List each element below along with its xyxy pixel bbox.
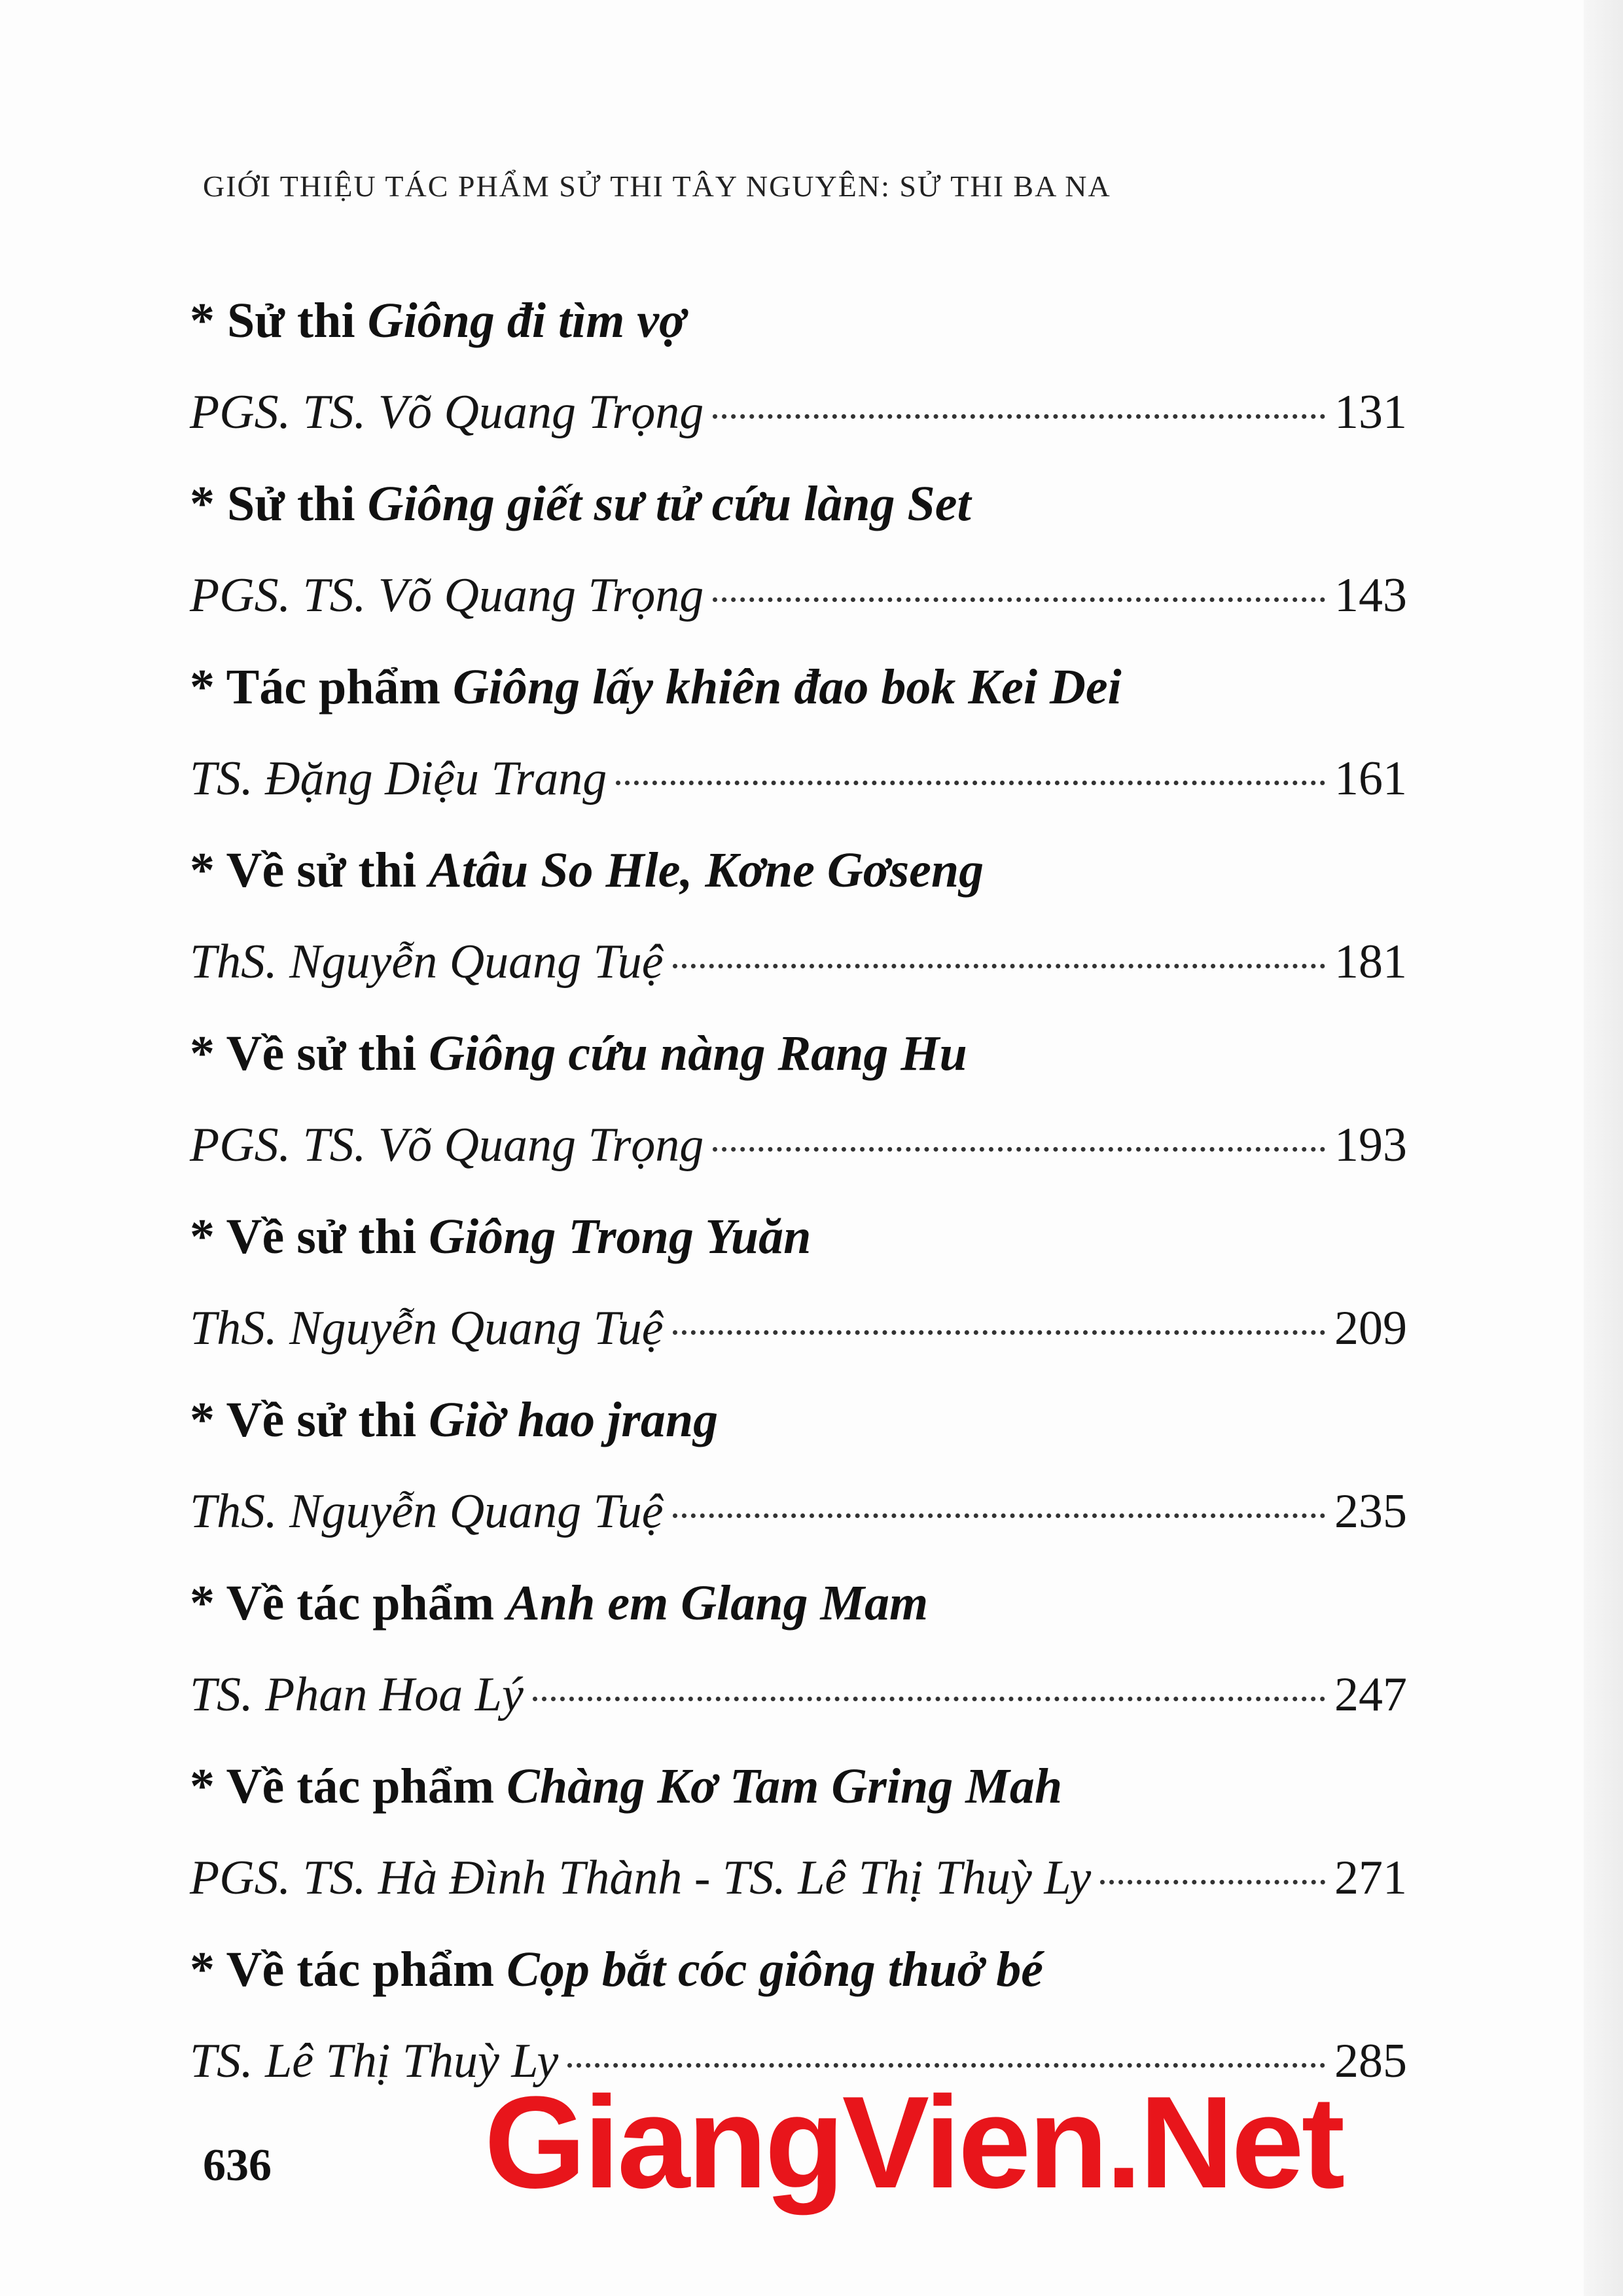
toc-entry [190, 838, 1407, 995]
toc-entry-page: 209 [1334, 1301, 1407, 1355]
toc-entry [190, 288, 1407, 445]
toc-entry-title [190, 838, 1407, 903]
toc-entry-title [190, 1754, 1407, 1819]
toc-entry-title [190, 471, 1407, 537]
toc-entry-prefix: * Về sử thi [190, 1026, 429, 1081]
dot-leader [673, 1513, 1325, 1518]
toc-entry-prefix: * Về sử thi [190, 1209, 429, 1264]
toc-entry [190, 1754, 1407, 1911]
toc-entry-prefix: * Về tác phẩm [190, 1576, 507, 1631]
toc-entry-title [190, 1937, 1407, 2002]
toc-entry-author-line [190, 1845, 1407, 1911]
toc-entry-prefix: * Tác phẩm [190, 660, 453, 715]
toc-entry-page: 193 [1334, 1118, 1407, 1172]
toc-entry-page: 181 [1334, 935, 1407, 989]
watermark-text: GiangVien.Net [484, 2070, 1343, 2216]
toc-entry-work: Cọp bắt cóc giông thuở bé [507, 1942, 1043, 1997]
dot-leader [1100, 1880, 1325, 1884]
toc-entry-prefix: * Về tác phẩm [190, 1759, 507, 1814]
toc-entry-page: 271 [1334, 1851, 1407, 1905]
toc-entry-author: PGS. TS. Hà Đình Thành - TS. Lê Thị Thuỳ Ly [190, 1851, 1092, 1905]
page-number: 636 [203, 2140, 272, 2191]
toc-entry-work: Giông Trong Yuăn [429, 1209, 812, 1264]
toc-entry-page: 131 [1334, 385, 1407, 439]
toc-entry-title [190, 654, 1407, 720]
toc-entry-title [190, 1204, 1407, 1269]
toc-entry-work: Chàng Kơ Tam Gring Mah [507, 1759, 1063, 1814]
toc-entry-work: Giông lấy khiên đao bok Kei Dei [452, 660, 1122, 715]
toc-entry-work: Atâu So Hle, Kơne Gơseng [429, 843, 984, 898]
toc-entry-author: PGS. TS. Võ Quang Trọng [190, 1118, 704, 1172]
toc-entry-work: Giông giết sư tử cứu làng Set [367, 476, 971, 531]
toc-entry-page: 161 [1334, 752, 1407, 805]
toc-entry [190, 1021, 1407, 1178]
toc-entry-author: TS. Lê Thị Thuỳ Ly [190, 2034, 559, 2088]
toc-entry-author-line [190, 380, 1407, 445]
toc-entry-prefix: * Về sử thi [190, 843, 429, 898]
toc-entry-work: Anh em Glang Mam [507, 1576, 929, 1631]
toc-entry-author-line [190, 929, 1407, 995]
toc-entry [190, 471, 1407, 628]
dot-leader [567, 2063, 1325, 2068]
toc-entry-author-line [190, 746, 1407, 811]
toc-entry [190, 1570, 1407, 1727]
toc-entry-title [190, 1021, 1407, 1086]
toc-entry [190, 654, 1407, 811]
toc-entry-author-line [190, 1296, 1407, 1361]
running-header: GIỚI THIỆU TÁC PHẨM SỬ THI TÂY NGUYÊN: SỬ THI BA NA [203, 169, 1111, 203]
toc-entry-title [190, 288, 1407, 353]
toc-entry-author: TS. Đặng Diệu Trang [190, 752, 607, 805]
toc-entry-work: Giờ hao jrang [429, 1392, 719, 1447]
toc-entry-author-line [190, 1112, 1407, 1178]
toc-entry [190, 1204, 1407, 1361]
dot-leader [616, 781, 1325, 785]
table-of-contents [190, 288, 1407, 2120]
toc-entry-title [190, 1570, 1407, 1636]
toc-entry-author: ThS. Nguyễn Quang Tuệ [190, 1485, 664, 1538]
toc-entry-prefix: * Sử thi [190, 476, 368, 531]
toc-entry [190, 1387, 1407, 1544]
toc-entry-author: ThS. Nguyễn Quang Tuệ [190, 935, 664, 989]
toc-entry-page: 285 [1334, 2034, 1407, 2088]
toc-entry-author: ThS. Nguyễn Quang Tuệ [190, 1301, 664, 1355]
dot-leader [673, 964, 1325, 968]
toc-entry-author-line [190, 563, 1407, 628]
toc-entry-prefix: * Về sử thi [190, 1392, 429, 1447]
toc-entry-page: 235 [1334, 1485, 1407, 1538]
toc-entry-author: PGS. TS. Võ Quang Trọng [190, 385, 704, 439]
toc-entry-page: 247 [1334, 1668, 1407, 1722]
toc-entry-author: TS. Phan Hoa Lý [190, 1668, 524, 1722]
dot-leader [533, 1697, 1325, 1701]
toc-entry-work: Giông đi tìm vợ [367, 293, 686, 348]
dot-leader [713, 1147, 1325, 1152]
toc-entry-author-line [190, 1479, 1407, 1544]
page-edge-shadow [1584, 0, 1623, 2296]
toc-entry-page: 143 [1334, 569, 1407, 622]
toc-entry-work: Giông cứu nàng Rang Hu [429, 1026, 967, 1081]
toc-entry-title [190, 1387, 1407, 1453]
toc-entry-prefix: * Về tác phẩm [190, 1942, 507, 1997]
toc-entry-prefix: * Sử thi [190, 293, 368, 348]
dot-leader [713, 597, 1325, 602]
toc-entry-author-line [190, 1662, 1407, 1727]
dot-leader [713, 414, 1325, 419]
dot-leader [673, 1330, 1325, 1335]
toc-entry-author: PGS. TS. Võ Quang Trọng [190, 569, 704, 622]
